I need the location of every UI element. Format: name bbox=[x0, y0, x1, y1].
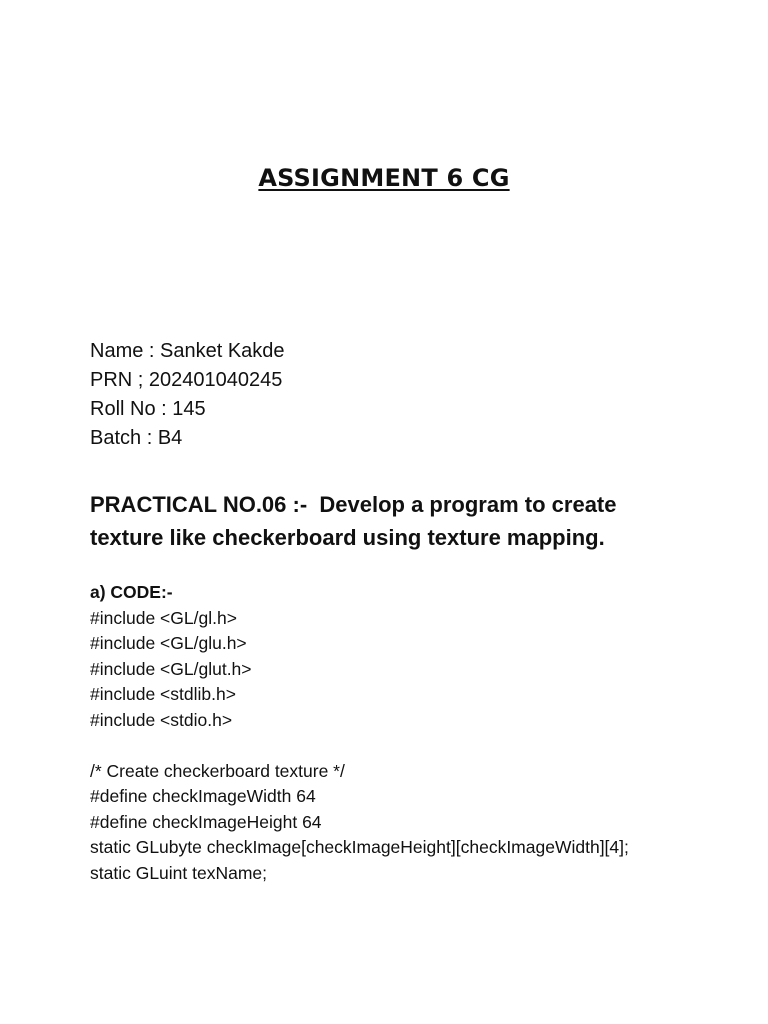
student-batch: Batch : B4 bbox=[90, 427, 183, 449]
student-info bbox=[90, 337, 285, 453]
practical-heading-line-1: PRACTICAL NO.06 :- Develop a program to create bbox=[90, 492, 617, 517]
code-blank-line bbox=[90, 733, 629, 759]
code-line: #include <GL/gl.h> bbox=[90, 607, 237, 628]
practical-heading-line-2: texture like checkerboard using texture mapping. bbox=[90, 525, 605, 550]
code-line: #include <GL/glu.h> bbox=[90, 633, 247, 653]
student-name: Name : Sanket Kakde bbox=[90, 340, 285, 362]
code-line: static GLuint texName; bbox=[90, 862, 268, 883]
practical-heading bbox=[90, 488, 710, 554]
code-line: #include <stdlib.h> bbox=[90, 684, 236, 704]
code-section bbox=[90, 580, 629, 886]
code-comment-line: /* Create checkerboard texture */ bbox=[90, 760, 345, 781]
code-line: #include <stdio.h> bbox=[90, 709, 233, 730]
code-line: static GLubyte checkImage[checkImageHeight][checkImageWidth][4]; bbox=[90, 837, 629, 857]
student-prn: PRN ; 202401040245 bbox=[90, 369, 283, 391]
code-line: #define checkImageWidth 64 bbox=[90, 786, 316, 806]
assignment-title: ASSIGNMENT 6 CG bbox=[258, 164, 510, 192]
code-line: #include <GL/glut.h> bbox=[90, 658, 252, 679]
student-roll-no: Roll No : 145 bbox=[90, 398, 206, 420]
code-heading: a) CODE:- bbox=[90, 582, 173, 602]
code-line: #define checkImageHeight 64 bbox=[90, 811, 322, 832]
